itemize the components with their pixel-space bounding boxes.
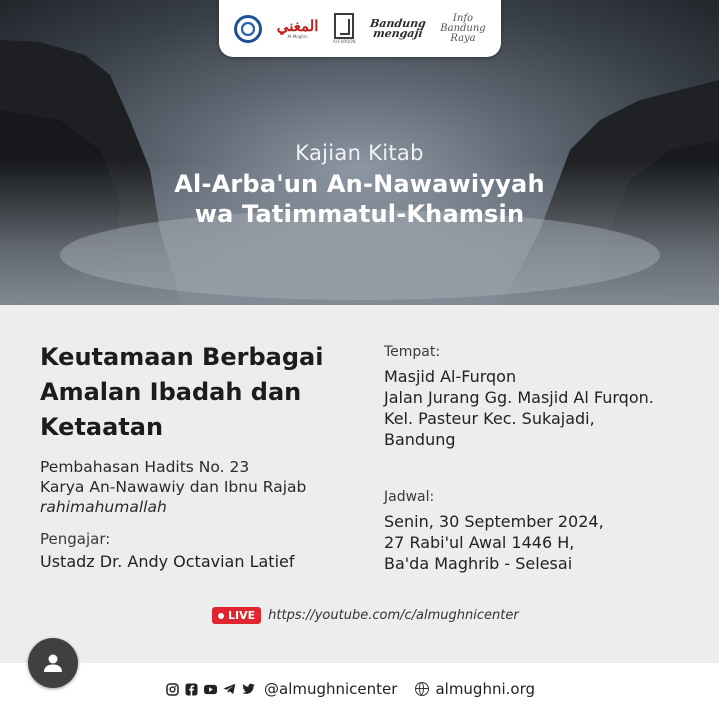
venue-label: Tempat: <box>384 344 441 360</box>
discussion-line-3: rahimahumallah <box>40 498 167 516</box>
venue-line-2: Jalan Jurang Gg. Masjid Al Furqon. <box>384 388 654 407</box>
topic-line-3: Ketaatan <box>40 413 164 441</box>
globe-icon <box>415 682 429 696</box>
footer <box>0 663 719 728</box>
topic-title <box>40 340 370 445</box>
banner-subtitle: Kajian Kitab <box>295 141 424 165</box>
live-url[interactable]: https://youtube.com/c/almughnicenter <box>268 608 519 623</box>
schedule-line-3: Ba'da Maghrib - Selesai <box>384 554 573 573</box>
profile-avatar-button[interactable] <box>28 638 78 688</box>
instagram-icon[interactable] <box>166 683 179 696</box>
venue-line-4: Bandung <box>384 430 456 449</box>
schedule-label: Jadwal: <box>384 489 435 505</box>
venue-block <box>384 344 654 450</box>
schedule-block <box>384 489 604 574</box>
topic-block <box>40 340 370 445</box>
topic-line-2: Amalan Ibadah dan <box>40 378 302 406</box>
discussion-info <box>40 457 306 517</box>
discussion-line-2: Karya An-Nawawiy dan Ibnu Rajab <box>40 478 307 496</box>
live-badge: LIVE <box>212 607 261 624</box>
facebook-icon[interactable] <box>185 683 198 696</box>
topic-line-1: Keutamaan Berbagai <box>40 343 324 371</box>
website-link[interactable]: almughni.org <box>435 680 536 698</box>
seal-emblem-icon <box>234 15 262 43</box>
social-handle[interactable]: @almughnicenter <box>264 680 398 698</box>
schedule-line-1: Senin, 30 September 2024, <box>384 512 604 531</box>
discussion-line-1: Pembahasan Hadits No. 23 <box>40 458 250 476</box>
live-stream-link[interactable] <box>212 607 519 624</box>
banner-title-line-1: Al-Arba'un An-Nawawiyyah <box>174 170 545 198</box>
info-bandung-raya-logo: Info Bandung Raya <box>440 12 486 44</box>
partner-logos <box>219 0 501 57</box>
al-furqon-logo: Al-FURQON <box>333 13 356 44</box>
schedule-line-2: 27 Rabi'ul Awal 1446 H, <box>384 533 575 552</box>
user-icon <box>42 652 64 674</box>
venue-line-3: Kel. Pasteur Kec. Sukajadi, <box>384 409 595 428</box>
bandung-mengaji-logo: Bandung mengaji <box>369 16 427 40</box>
twitter-icon[interactable] <box>242 683 255 696</box>
footer-social-row <box>166 680 535 698</box>
live-dot-icon <box>218 613 224 619</box>
youtube-icon[interactable] <box>204 683 217 696</box>
telegram-icon[interactable] <box>223 683 236 696</box>
teacher-name: Ustadz Dr. Andy Octavian Latief <box>40 552 295 571</box>
header-banner <box>0 0 719 305</box>
seal-logo <box>234 15 262 43</box>
al-mughni-logo: المغني Al-Mughni <box>276 16 319 39</box>
venue-line-1: Masjid Al-Furqon <box>384 367 517 386</box>
banner-title-line-2: wa Tatimmatul-Khamsin <box>194 200 525 228</box>
teacher-label: Pengajar: <box>40 530 111 548</box>
al-furqon-emblem-icon <box>334 13 354 39</box>
